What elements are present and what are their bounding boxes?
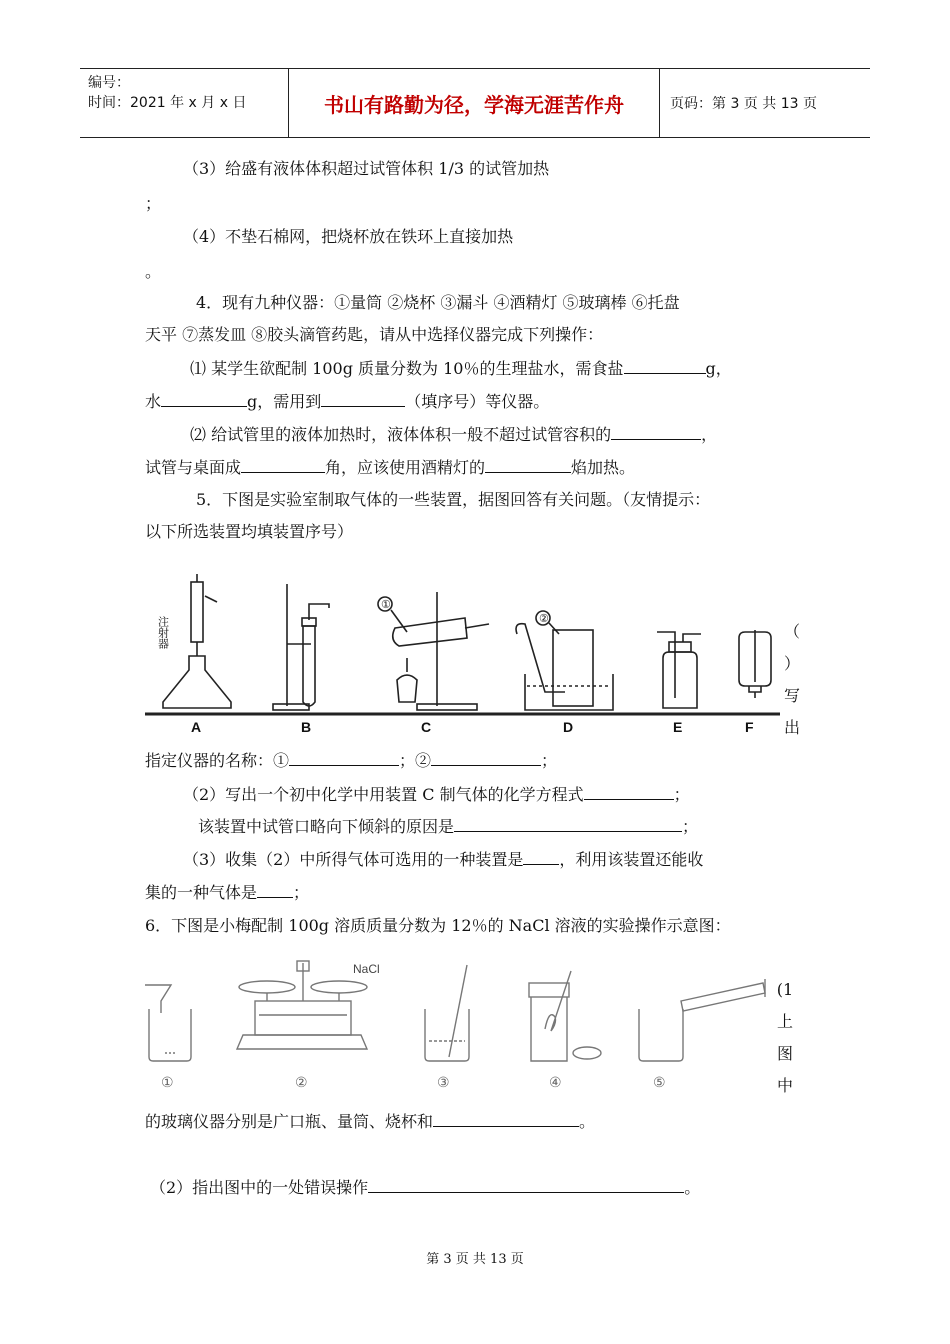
step-label-4: ④	[549, 1075, 562, 1091]
syringe-label: 注射器	[156, 616, 170, 649]
page-footer: 第 3 页 共 13 页	[426, 1252, 524, 1267]
question-line	[145, 1110, 595, 1133]
text: 试管与桌面成	[145, 458, 242, 477]
text: 该装置中试管口略向下倾斜的原因是	[198, 817, 455, 836]
text: （2）指出图中的一处错误操作	[150, 1178, 369, 1197]
answer-blank[interactable]	[454, 815, 682, 832]
label-d: D	[563, 719, 574, 735]
header-meta	[80, 69, 289, 137]
question-line	[145, 749, 557, 772]
text: （3）收集（2）中所得气体可选用的一种装置是	[183, 850, 524, 869]
nacl-figure	[145, 953, 770, 1093]
text: 。	[579, 1112, 596, 1131]
text: g，需用到	[247, 392, 322, 411]
question-line	[183, 848, 703, 871]
answer-blank[interactable]	[289, 749, 399, 766]
apparatus-e	[657, 632, 701, 708]
date-line: 时间：2021 年 x 月 x 日	[88, 95, 247, 111]
text: （2）写出一个初中化学中用装置 C 制气体的化学方程式	[183, 785, 584, 804]
answer-blank[interactable]	[431, 749, 541, 766]
text-line: 5．下图是实验室制取气体的一些装置，据图回答有关问题。（友情提示：	[196, 490, 711, 509]
header-page-info: 页码：第 3 页 共 13 页	[670, 96, 817, 112]
text-line: 天平 ⑦蒸发皿 ⑧胶头滴管药匙，请从中选择仪器完成下列操作：	[145, 325, 604, 344]
step-label-5: ⑤	[653, 1075, 666, 1091]
text: 水	[145, 392, 162, 411]
number-label: 编号：	[88, 75, 130, 91]
side-text	[772, 974, 798, 1102]
answer-blank[interactable]	[624, 357, 706, 374]
text-line: （3）给盛有液体体积超过试管体积 1/3 的试管加热	[183, 159, 550, 178]
step5-beaker	[639, 979, 765, 1061]
text: ；	[541, 751, 558, 770]
side-char: 出	[783, 718, 800, 737]
answer-blank[interactable]	[257, 881, 293, 898]
answer-blank[interactable]	[241, 456, 325, 473]
text-line: ；	[145, 194, 162, 213]
text: ；	[673, 785, 690, 804]
text: ，	[701, 425, 718, 444]
answer-blank[interactable]	[611, 423, 701, 440]
label-f: F	[745, 719, 754, 735]
step3-beaker	[425, 965, 469, 1061]
answer-blank[interactable]	[368, 1176, 684, 1193]
step4-jar	[529, 971, 601, 1061]
question-line	[190, 423, 717, 446]
side-char: （	[783, 622, 800, 641]
side-char: ）	[783, 654, 800, 673]
apparatus-c	[378, 592, 489, 710]
label-e: E	[673, 719, 683, 735]
text: ⑴ 某学生欲配制 100g 质量分数为 10％的生理盐水，需食盐	[190, 359, 624, 378]
answer-blank[interactable]	[433, 1110, 579, 1127]
text-line: 以下所选装置均填装置序号）	[145, 522, 354, 541]
side-char: 写	[783, 686, 800, 705]
label-b: B	[301, 719, 312, 735]
step1-beaker	[145, 985, 191, 1061]
text: 指定仪器的名称：①	[145, 751, 290, 770]
question-line	[145, 881, 309, 904]
text: 的玻璃仪器分别是广口瓶、量筒、烧杯和	[145, 1112, 434, 1131]
text: （填序号）等仪器。	[405, 392, 550, 411]
side-char: 上	[776, 1012, 793, 1031]
text: 焰加热。	[571, 458, 636, 477]
text-line: 6．下图是小梅配制 100g 溶质质量分数为 12％的 NaCl 溶液的实验操作示意图：	[145, 916, 731, 935]
answer-blank[interactable]	[584, 783, 674, 800]
text: ⑵ 给试管里的液体加热时，液体体积一般不超过试管容积的	[190, 425, 612, 444]
answer-blank[interactable]	[161, 390, 247, 407]
step2-balance	[237, 961, 367, 1049]
apparatus-b	[273, 584, 329, 710]
answer-blank[interactable]	[485, 456, 571, 473]
side-text	[781, 616, 803, 744]
text: ；	[293, 883, 310, 902]
question-line	[145, 456, 635, 479]
side-char: 中	[776, 1076, 793, 1095]
apparatus-a	[163, 574, 231, 708]
step-label-2: ②	[295, 1075, 308, 1091]
header-motto: 书山有路勤为径，学海无涯苦作舟	[289, 69, 660, 137]
text-line: （4）不垫石棉网，把烧杯放在铁环上直接加热	[183, 227, 514, 246]
side-char: (1	[776, 980, 794, 999]
text-line: 4．现有九种仪器：①量筒 ②烧杯 ③漏斗 ④酒精灯 ⑤玻璃棒 ⑥托盘	[196, 293, 680, 312]
text: 集的一种气体是	[145, 883, 258, 902]
label-c: C	[421, 719, 432, 735]
step-label-1: ①	[161, 1075, 174, 1091]
text: 。	[684, 1178, 701, 1197]
apparatus-figure	[145, 574, 780, 739]
answer-blank[interactable]	[523, 848, 559, 865]
question-line	[183, 783, 690, 806]
label-a: A	[191, 719, 202, 735]
marker-1: ①	[381, 598, 391, 611]
text: ；②	[399, 751, 432, 770]
text: 角，应该使用酒精灯的	[325, 458, 486, 477]
side-char: 图	[776, 1044, 793, 1063]
question-line	[145, 390, 549, 413]
question-line	[190, 357, 732, 380]
text: g，	[705, 359, 732, 378]
answer-blank[interactable]	[321, 390, 405, 407]
step-label-3: ③	[437, 1075, 450, 1091]
text: ，利用该装置还能收	[559, 850, 704, 869]
marker-2: ②	[539, 612, 549, 625]
page-header	[80, 68, 870, 138]
text-line: 。	[145, 262, 162, 281]
question-line	[150, 1176, 700, 1199]
apparatus-f	[739, 630, 771, 698]
apparatus-d	[516, 611, 613, 710]
text: ；	[682, 817, 699, 836]
nacl-label: NaCl	[353, 962, 380, 976]
question-line	[198, 815, 698, 838]
